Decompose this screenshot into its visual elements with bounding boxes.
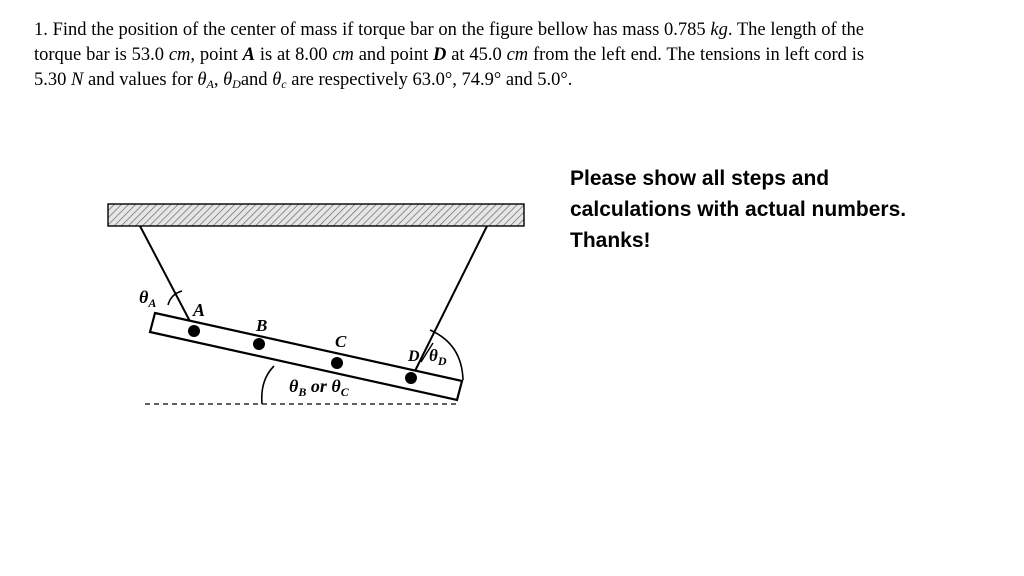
length-unit: cm: [168, 45, 191, 65]
theta-subscript: c: [281, 77, 287, 91]
ceiling: [108, 204, 524, 226]
point-b-dot: [253, 338, 265, 350]
length-value: 53.0: [131, 45, 165, 65]
problem-text: Find the position of the center of mass if torque bar on the figure bellow has mass: [47, 20, 665, 40]
position-a-value: 8.00: [295, 45, 328, 65]
problem-text: is at: [255, 45, 296, 65]
theta-symbol: θ: [223, 70, 233, 90]
theta-symbol: θ: [272, 70, 282, 90]
point-d-dot: [405, 372, 417, 384]
problem-text: . The length of the torque bar is: [34, 20, 865, 65]
label-c: C: [335, 332, 347, 351]
theta-bc-arc: [262, 366, 274, 404]
note-line: Please show all steps and: [570, 167, 830, 190]
tension-unit: N: [71, 70, 84, 90]
problem-text: , point: [190, 45, 243, 65]
point-a-label: A: [242, 45, 256, 65]
problem-text: and values for: [83, 70, 198, 90]
tension-value: 5.30: [34, 70, 67, 90]
label-d: D: [408, 348, 420, 365]
problem-text: ,: [213, 70, 224, 90]
point-c-dot: [331, 357, 343, 369]
problem-number: 1.: [34, 20, 48, 40]
position-a-unit: cm: [332, 45, 354, 65]
problem-text: and point: [353, 45, 434, 65]
mass-value: 0.785: [664, 20, 706, 40]
point-a-dot: [188, 325, 200, 337]
angle-values: 63.0°, 74.9° and 5.0°.: [412, 70, 573, 90]
left-cord: [140, 226, 194, 329]
theta-d-label: $\theta_D$: [429, 346, 447, 368]
position-d-value: 45.0: [469, 45, 502, 65]
label-a: A: [193, 300, 206, 320]
problem-text: and: [240, 70, 273, 90]
note-line: Thanks!: [570, 229, 651, 252]
problem-text: are respectively: [286, 70, 413, 90]
theta-bc-label: $\theta_B$ or $\theta_C$: [289, 376, 349, 399]
label-b: B: [256, 316, 268, 335]
theta-subscript: A: [206, 77, 214, 91]
problem-text: from the left end. The tensions in left cord is: [528, 45, 865, 65]
problem-text: at: [446, 45, 470, 65]
point-d-label: D: [433, 45, 447, 65]
right-cord: [412, 226, 487, 377]
theta-a-label: $\theta_A$: [139, 287, 157, 310]
mass-unit: kg: [710, 20, 728, 40]
note-line: calculations with actual numbers.: [570, 198, 907, 221]
theta-subscript: D: [232, 77, 241, 91]
position-d-unit: cm: [506, 45, 529, 65]
theta-symbol: θ: [197, 70, 207, 90]
